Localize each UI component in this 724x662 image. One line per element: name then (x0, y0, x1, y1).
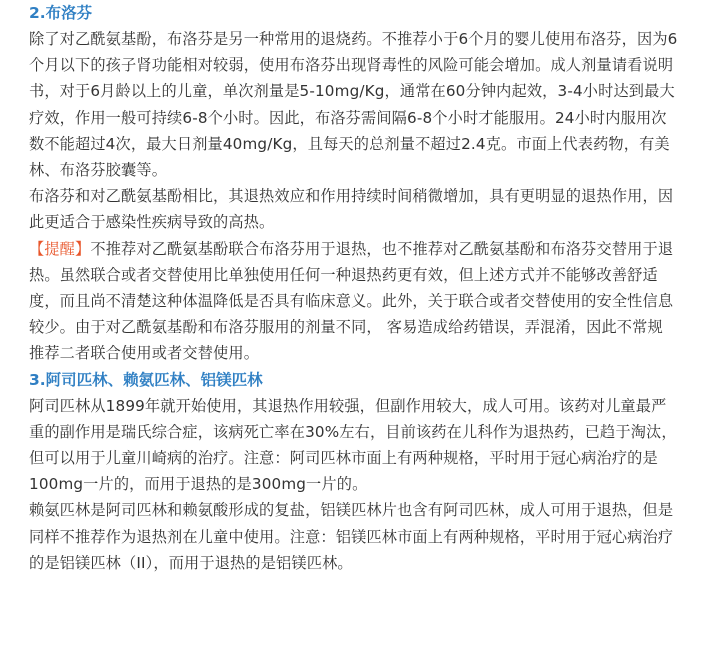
reminder-text: 不推荐对乙酰氨基酚联合布洛芬用于退热，也不推荐对乙酰氨基酚和布洛芬交替用于退 (90, 239, 674, 258)
paragraph-ibuprofen-intro (29, 26, 712, 183)
paragraph-ibuprofen-comparison (29, 183, 712, 235)
text-line: 的是铝镁匹林（II），而用于退热的是铝镁匹林。 (29, 553, 353, 572)
text-line: 同样不推荐作为退热剂在儿童中使用。注意：铝镁匹林市面上有两种规格，平时用于冠心病治疗 (29, 527, 674, 546)
reminder-label: 【提醒】 (29, 239, 91, 258)
section-heading-ibuprofen: 2.布洛芬 (29, 4, 93, 22)
paragraph-lysine-aspirin (29, 497, 712, 576)
text-line: 赖氨匹林是阿司匹林和赖氨酸形成的复盐，铝镁匹林片也含有阿司匹林，成人可用于退热，但是 (29, 501, 674, 520)
text-line (29, 236, 712, 262)
text-line: 书，对于6月龄以上的儿童，单次剂量是5-10mg/Kg，通常在60分钟内起效，3-4小时达到最大 (29, 82, 675, 101)
text-line: 较少。由于对乙酰氨基酚和布洛芬服用的剂量不同， 客易造成给药错误，弄混淆，因此不常规 (29, 318, 663, 337)
text-line: 重的副作用是瑞氏综合症，该病死亡率在30%左右，目前该药在儿科作为退热药，已趋于淘汰， (29, 422, 677, 441)
section-heading-aspirin: 3.阿司匹林、赖氨匹林、铝镁匹林 (29, 370, 263, 389)
text-line: 热。虽然联合或者交替使用比单独使用任何一种退热药更有效，但上述方式并不能够改善舒适 (29, 265, 658, 284)
text-line: 布洛芬和对乙酰氨基酚相比，其退热效应和作用持续时间稍微增加，具有更明显的退热作用，因 (29, 187, 674, 206)
text-line: 阿司匹林从1899年就开始使用，其退热作用较强，但副作用较大，成人可用。该药对儿童最严 (29, 396, 667, 415)
text-line: 个月以下的孩子肾功能相对较弱，使用布洛芬出现肾毒性的风险可能会增加。成人剂量请看说明 (29, 56, 674, 75)
text-line: 林、布洛芬胶囊等。 (29, 161, 168, 180)
text-line: 100mg一片的，而用于退热的是300mg一片的。 (29, 475, 368, 494)
text-line: 除了对乙酰氨基酚，布洛芬是另一种常用的退烧药。不推荐小于6个月的婴儿使用布洛芬，因为6 (29, 30, 678, 48)
text-line: 但可以用于儿童川崎病的治疗。注意：阿司匹林市面上有两种规格，平时用于冠心病治疗的是 (29, 449, 658, 468)
paragraph-reminder (29, 236, 712, 367)
text-line: 推荐二者联合使用或者交替使用。 (29, 344, 260, 363)
text-line: 度，而且尚不清楚这种体温降低是否具有临床意义。此外，关于联合或者交替使用的安全性信息 (29, 292, 674, 311)
paragraph-aspirin (29, 393, 712, 498)
text-line: 此更适合于感染性疾病导致的高热。 (29, 213, 275, 232)
text-line: 数不能超过4次，最大日剂量40mg/Kg，且每天的总剂量不超过2.4克。市面上代表药物，有美 (29, 134, 670, 153)
text-line: 疗效，作用一般可持续6-8个小时。因此，布洛芬需间隔6-8个小时才能服用。24小时内服用次 (29, 108, 667, 127)
